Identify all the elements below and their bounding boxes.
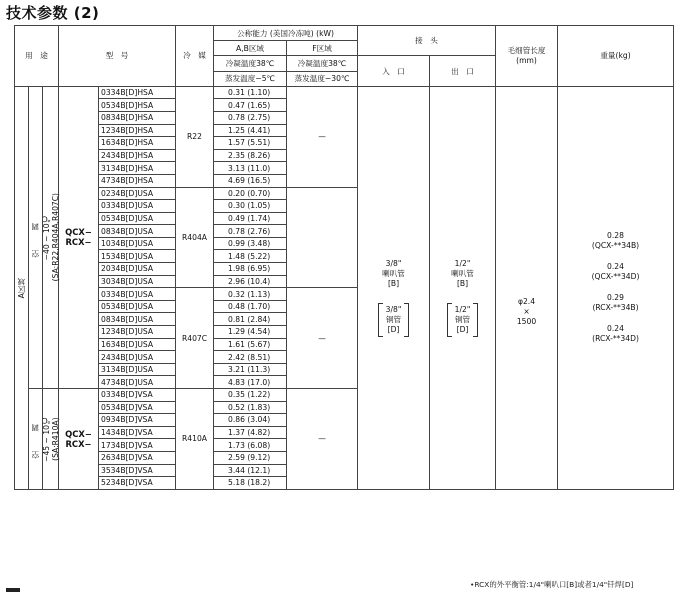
header-cond-temp-f: 冷凝温度38℃ bbox=[287, 56, 358, 71]
header-capacity: 公称能力 (美国冷冻吨) (kW) bbox=[214, 26, 358, 41]
capacity-cell: 0.20 (0.70) bbox=[214, 187, 287, 200]
model-cell: 0534B[D]USA bbox=[99, 300, 176, 313]
weight-model: (RCX-**34D) bbox=[592, 333, 639, 343]
weight-value: 0.24 bbox=[607, 323, 624, 333]
weight-model: (QCX-**34B) bbox=[591, 240, 640, 250]
model-cell: 2034B[D]USA bbox=[99, 263, 176, 276]
model-cell: 0334B[D]VSA bbox=[99, 389, 176, 402]
model-cell: 0334B[D]USA bbox=[99, 288, 176, 301]
model-cell: 1734B[D]VSA bbox=[99, 439, 176, 452]
model-cell: 3034B[D]USA bbox=[99, 275, 176, 288]
header-evap-temp-f: 蒸发温度−30℃ bbox=[287, 71, 358, 86]
outlet-copper-bracket bbox=[447, 303, 479, 337]
capillary-cell bbox=[496, 86, 558, 489]
header-outlet: 出 口 bbox=[430, 56, 496, 86]
refrigerant-cell: R404A bbox=[176, 187, 214, 288]
f-zone-cell: — bbox=[287, 86, 358, 187]
header-weight: 重量(kg) bbox=[558, 26, 674, 87]
capacity-cell: 0.86 (3.04) bbox=[214, 414, 287, 427]
model-cell: 0334B[D]HSA bbox=[99, 86, 176, 99]
model-cell: 1234B[D]HSA bbox=[99, 124, 176, 137]
capacity-cell: 3.21 (11.3) bbox=[214, 363, 287, 376]
model-cell: 2434B[D]USA bbox=[99, 351, 176, 364]
inlet-copper-type: 铜管 bbox=[385, 314, 402, 324]
model-cell: 4734B[D]HSA bbox=[99, 174, 176, 187]
temp-range bbox=[43, 86, 59, 388]
capacity-cell: 4.69 (16.5) bbox=[214, 174, 287, 187]
weight-value: 0.29 bbox=[607, 292, 624, 302]
header-refrigerant: 冷 媒 bbox=[176, 26, 214, 87]
inlet-cell bbox=[358, 86, 430, 489]
f-zone-cell bbox=[287, 187, 358, 288]
header-use: 用 途 bbox=[15, 26, 59, 87]
model-cell: 3134B[D]HSA bbox=[99, 162, 176, 175]
outlet-copper-size: 1/2" bbox=[454, 304, 471, 314]
model-cell: 0234B[D]USA bbox=[99, 187, 176, 200]
model-cell: 1434B[D]VSA bbox=[99, 426, 176, 439]
capacity-cell: 0.78 (2.76) bbox=[214, 225, 287, 238]
model-cell: 3134B[D]USA bbox=[99, 363, 176, 376]
header-zone-f: F区域 bbox=[287, 41, 358, 56]
refrigerant-cell: R22 bbox=[176, 86, 214, 187]
model-cell: 1634B[D]HSA bbox=[99, 137, 176, 150]
header-evap-temp-a: 蒸发温度−5℃ bbox=[214, 71, 287, 86]
capacity-cell: 0.52 (1.83) bbox=[214, 401, 287, 414]
header-connection: 接 头 bbox=[358, 26, 496, 56]
temp-range-text bbox=[42, 193, 60, 281]
area-label-text: A区域 bbox=[17, 277, 26, 298]
f-zone-cell: — bbox=[287, 389, 358, 490]
outlet-flare-size: 1/2" bbox=[454, 258, 471, 268]
capacity-cell: 0.32 (1.13) bbox=[214, 288, 287, 301]
refrigerant-types: (SA:R410A) bbox=[50, 417, 60, 461]
capacity-cell: 2.35 (8.26) bbox=[214, 149, 287, 162]
inlet-flare-code: [B] bbox=[387, 278, 400, 288]
capacity-cell: 0.30 (1.05) bbox=[214, 200, 287, 213]
capacity-cell: 0.31 (1.10) bbox=[214, 86, 287, 99]
header-inlet: 入 口 bbox=[358, 56, 430, 86]
series-label bbox=[59, 86, 99, 388]
model-cell: 2634B[D]VSA bbox=[99, 451, 176, 464]
weight-value: 0.24 bbox=[607, 261, 624, 271]
capacity-cell: 1.48 (5.22) bbox=[214, 250, 287, 263]
use-label bbox=[29, 86, 43, 388]
header-capillary bbox=[496, 26, 558, 87]
series-rcx: RCX− bbox=[65, 237, 92, 248]
capacity-cell: 0.99 (3.48) bbox=[214, 237, 287, 250]
model-cell: 0934B[D]VSA bbox=[99, 414, 176, 427]
series-qcx: QCX− bbox=[65, 428, 92, 439]
weight-value: 0.28 bbox=[607, 230, 624, 240]
capacity-cell: 2.42 (8.51) bbox=[214, 351, 287, 364]
capillary-length: 1500 bbox=[516, 316, 537, 326]
outlet-cell bbox=[430, 86, 496, 489]
table-row bbox=[15, 86, 674, 99]
capacity-cell: 1.57 (5.51) bbox=[214, 137, 287, 150]
refrigerant-cell: R410A bbox=[176, 389, 214, 490]
outlet-flare-code: [B] bbox=[456, 278, 469, 288]
temp-range-value: −40 ~ 10℃ bbox=[41, 214, 51, 261]
model-cell: 0834B[D]USA bbox=[99, 313, 176, 326]
capacity-cell: 0.35 (1.22) bbox=[214, 389, 287, 402]
model-cell: 5234B[D]VSA bbox=[99, 477, 176, 490]
capacity-cell: 2.96 (10.4) bbox=[214, 275, 287, 288]
footer-mark bbox=[6, 588, 20, 592]
temp-range-value: −45 ~ 10℃ bbox=[41, 415, 51, 462]
model-cell: 1034B[D]USA bbox=[99, 237, 176, 250]
inlet-flare-size: 3/8" bbox=[385, 258, 402, 268]
capacity-cell: 1.25 (4.41) bbox=[214, 124, 287, 137]
capacity-cell: 0.81 (2.84) bbox=[214, 313, 287, 326]
model-cell: 1234B[D]USA bbox=[99, 326, 176, 339]
weight-model: (QCX-**34D) bbox=[591, 271, 640, 281]
header-zone-a: A,B区域 bbox=[214, 41, 287, 56]
footnote: •RCX的外平衡管:1/4"喇叭口[B]或者1/4"钎焊[D] bbox=[470, 580, 634, 589]
outlet-copper-type: 铜管 bbox=[454, 314, 471, 324]
refrigerant-types: (SA:R22,R404A,R407C) bbox=[50, 193, 60, 282]
header-cond-temp-a: 冷凝温度38℃ bbox=[214, 56, 287, 71]
header-model: 型 号 bbox=[59, 26, 176, 87]
model-cell: 2434B[D]HSA bbox=[99, 149, 176, 162]
capacity-cell: 1.61 (5.67) bbox=[214, 338, 287, 351]
capacity-cell: 1.98 (6.95) bbox=[214, 263, 287, 276]
model-cell: 1634B[D]USA bbox=[99, 338, 176, 351]
capillary-unit: (mm) bbox=[516, 55, 537, 65]
model-cell: 0534B[D]USA bbox=[99, 212, 176, 225]
temp-range bbox=[43, 389, 59, 490]
outlet-flare-type: 喇叭管 bbox=[451, 268, 474, 278]
capillary-diameter: φ2.4 bbox=[517, 296, 536, 306]
refrigerant-cell: R407C bbox=[176, 288, 214, 389]
capacity-cell: 5.18 (18.2) bbox=[214, 477, 287, 490]
series-label bbox=[59, 389, 99, 490]
capacity-cell: 2.59 (9.12) bbox=[214, 451, 287, 464]
capacity-cell: 0.47 (1.65) bbox=[214, 99, 287, 112]
model-cell: 0834B[D]HSA bbox=[99, 111, 176, 124]
outlet-copper-code: [D] bbox=[456, 324, 469, 334]
model-cell: 0334B[D]USA bbox=[99, 200, 176, 213]
area-label bbox=[15, 86, 29, 489]
inlet-flare-type: 喇叭管 bbox=[382, 268, 405, 278]
capacity-cell: 3.44 (12.1) bbox=[214, 464, 287, 477]
weight-model: (RCX-**34B) bbox=[592, 302, 639, 312]
series-rcx: RCX− bbox=[65, 438, 92, 449]
model-cell: 0534B[D]VSA bbox=[99, 401, 176, 414]
section-title: 技术参数 (2) bbox=[6, 4, 100, 22]
capacity-cell: 1.37 (4.82) bbox=[214, 426, 287, 439]
capacity-cell: 0.48 (1.70) bbox=[214, 300, 287, 313]
f-zone-cell: — bbox=[287, 288, 358, 389]
use-label-text: 空 调 bbox=[31, 216, 40, 258]
model-cell: 0834B[D]USA bbox=[99, 225, 176, 238]
weight-cell bbox=[558, 86, 674, 489]
capacity-cell: 1.29 (4.54) bbox=[214, 326, 287, 339]
capillary-label: 毛细管长度 bbox=[507, 45, 546, 55]
capacity-cell: 4.83 (17.0) bbox=[214, 376, 287, 389]
model-cell: 1534B[D]USA bbox=[99, 250, 176, 263]
model-cell: 3534B[D]VSA bbox=[99, 464, 176, 477]
use-label-text: 空 调 bbox=[31, 418, 40, 460]
capacity-cell: 3.13 (11.0) bbox=[214, 162, 287, 175]
inlet-copper-code: [D] bbox=[387, 324, 400, 334]
capacity-cell: 1.73 (6.08) bbox=[214, 439, 287, 452]
inlet-copper-size: 3/8" bbox=[385, 304, 402, 314]
capacity-cell: 0.78 (2.75) bbox=[214, 111, 287, 124]
inlet-copper-bracket bbox=[378, 303, 410, 337]
use-label bbox=[29, 389, 43, 490]
capacity-cell: 0.49 (1.74) bbox=[214, 212, 287, 225]
capillary-times: × bbox=[523, 306, 530, 316]
model-cell: 0534B[D]HSA bbox=[99, 99, 176, 112]
model-cell: 4734B[D]USA bbox=[99, 376, 176, 389]
spec-table bbox=[14, 25, 674, 490]
series-qcx: QCX− bbox=[65, 227, 92, 238]
temp-range-text bbox=[42, 416, 60, 462]
